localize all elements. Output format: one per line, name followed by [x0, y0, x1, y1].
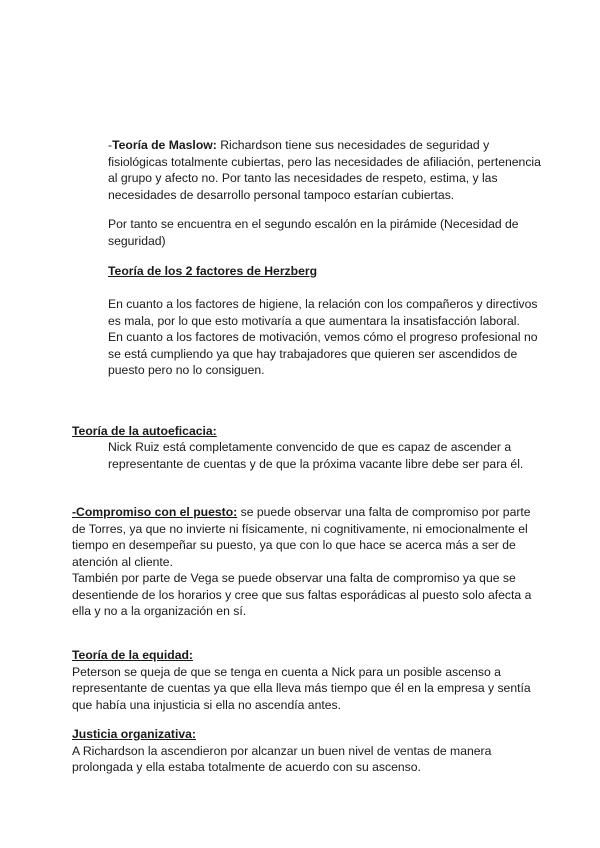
herzberg-hygiene: En cuanto a los factores de higiene, la relación con los compañeros y directivos es mala, por lo que esto motivaría a que aumentara la insatisfacción laboral.	[108, 297, 538, 328]
herzberg-section	[108, 296, 548, 379]
herzberg-heading: Teoría de los 2 factores de Herzberg	[108, 264, 318, 278]
compromiso-text2: También por parte de Vega se puede observar una falta de compromiso ya que se desentiende de los horarios y cree que sus faltas esporádicas al puesto solo afecta a ella y no a la organización en sí.	[72, 571, 532, 618]
compromiso-text: se puede observar una falta de compromiso por parte de Torres, ya que no invierte ni físicamente, ni cognitivamente, ni emocionalmente el tiempo en desempeñar su puesto, ya que con lo que hace se acerca más a ser de atención al cliente.	[72, 505, 531, 569]
compromiso-paragraph	[72, 504, 542, 570]
maslow-text: Richardson tiene sus necesidades de seguridad y fisiológicas totalmente cubiertas, pero las necesidades de afiliación, pertenencia al grupo y afecto no. Por tanto las necesidades de respeto, estima, y las necesidades de desarrollo personal tampoco estarían cubiertas.	[108, 138, 541, 202]
herzberg-heading-block	[108, 263, 548, 280]
justicia-section	[72, 726, 542, 776]
justicia-heading: Justicia organizativa:	[72, 727, 196, 741]
equidad-text: Peterson se queja de que se tenga en cuenta a Nick para un posible ascenso a representante de cuentas ya que ella lleva más tiempo que él en la empresa y sentía que había una injusticia si ella no ascendía antes.	[72, 664, 531, 712]
justicia-text: A Richardson la ascendieron por alcanzar un buen nivel de ventas de manera prolongada y ella estaba totalmente de acuerdo con su ascenso.	[72, 743, 492, 774]
autoeficacia-heading: Teoría de la autoeficacia:	[72, 424, 217, 438]
maslow-prefix: -	[108, 138, 113, 152]
autoeficacia-heading-block	[72, 423, 542, 440]
equidad-heading: Teoría de la equidad:	[72, 648, 193, 662]
maslow-conclusion-section	[108, 216, 548, 249]
herzberg-motivation: En cuanto a los factores de motivación, vemos cómo el progreso profesional no se está cumpliendo ya que hay trabajadores que quieren ser ascendidos de puesto pero no lo consiguen.	[108, 330, 538, 377]
autoeficacia-text: Nick Ruiz está completamente convencido de que es capaz de ascender a representante de cuentas y de que la próxima vacante libre debe ser para él.	[108, 440, 524, 471]
compromiso-heading: -Compromiso con el puesto:	[72, 505, 238, 519]
maslow-section	[108, 137, 548, 203]
autoeficacia-section	[108, 439, 548, 472]
equidad-section	[72, 647, 542, 713]
maslow-heading: Teoría de Maslow:	[112, 138, 217, 152]
maslow-paragraph	[108, 137, 548, 203]
maslow-conclusion: Por tanto se encuentra en el segundo escalón en la pirámide (Necesidad de seguridad)	[108, 217, 519, 248]
compromiso-section	[72, 504, 542, 620]
